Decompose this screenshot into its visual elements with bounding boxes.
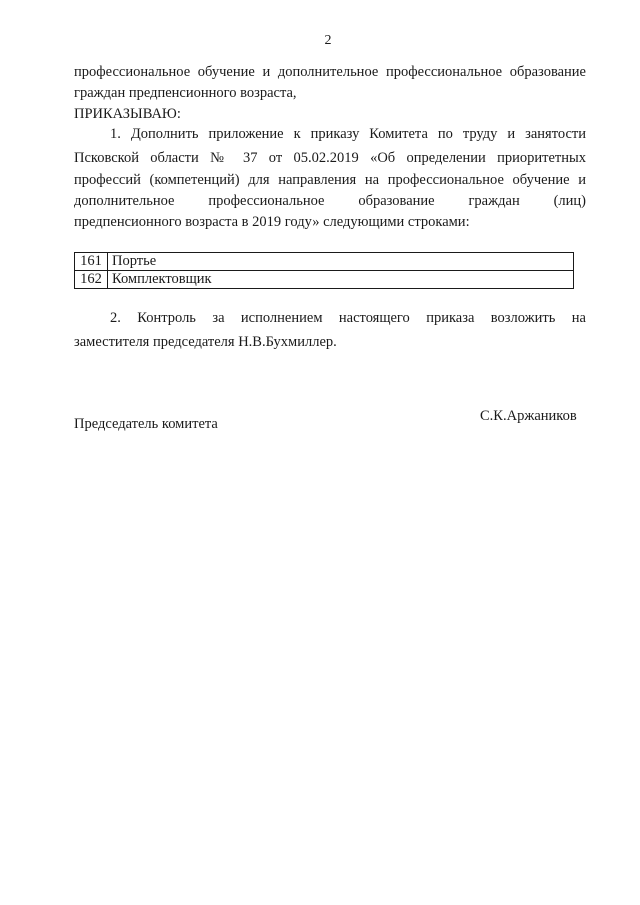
- profession-name: Комплектовщик: [108, 271, 574, 289]
- row-number: 162: [75, 271, 108, 289]
- orders-heading: ПРИКАЗЫВАЮ:: [74, 106, 181, 122]
- item-1-line: дополнительное профессиональное образование граждан (лиц): [74, 193, 586, 209]
- signer-name: С.К.Аржаников: [480, 408, 577, 424]
- signer-title: Председатель комитета: [74, 416, 218, 432]
- page-number: 2: [324, 33, 332, 48]
- item-1-line: Псковской области № 37 от 05.02.2019 «Об определении приоритетных: [74, 150, 586, 166]
- profession-name: Портье: [108, 253, 574, 271]
- paragraph-line: профессиональное обучение и дополнительное профессиональное образование: [74, 64, 586, 80]
- table-row: [75, 253, 574, 271]
- item-2-line: 2. Контроль за исполнением настоящего приказа возложить на: [110, 310, 586, 326]
- item-2-line: заместителя председателя Н.В.Бухмиллер.: [74, 334, 337, 350]
- paragraph-line: граждан предпенсионного возраста,: [74, 85, 297, 101]
- row-number: 161: [75, 253, 108, 271]
- professions-table: [74, 252, 574, 289]
- item-1-line: 1. Дополнить приложение к приказу Комитета по труду и занятости: [110, 126, 586, 142]
- item-1-line: профессий (компетенций) для направления на профессиональное обучение и: [74, 172, 586, 188]
- item-1-line: предпенсионного возраста в 2019 году» следующими строками:: [74, 214, 470, 230]
- table-row: [75, 271, 574, 289]
